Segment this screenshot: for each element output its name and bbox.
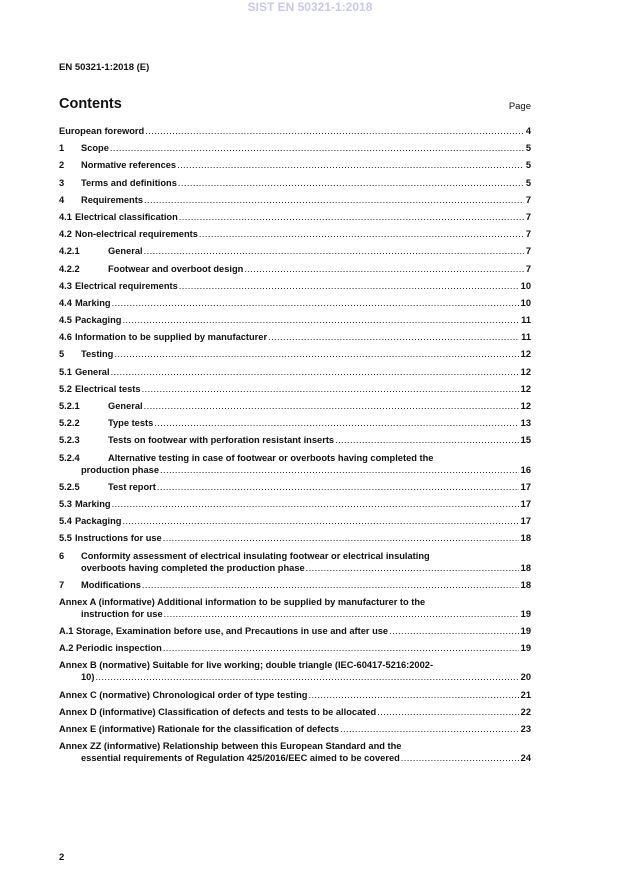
dot-leader [176,159,524,171]
toc-entry-line [59,142,531,154]
toc-entry[interactable] [59,177,531,189]
toc-entry-title: Marking [74,297,111,308]
toc-entry-page: 10 [520,280,531,291]
toc-entry[interactable] [59,159,531,171]
toc-entry[interactable] [59,228,531,240]
toc-entry-line [59,228,531,240]
toc-entry-page: 7 [525,229,531,240]
dot-leader [267,331,519,343]
toc-entry-title: Electrical classification [74,211,178,222]
dot-leader [177,177,524,189]
toc-entry-line [59,515,531,527]
dot-leader [162,642,519,654]
toc-entry-title: Electrical requirements [74,280,178,291]
toc-entry-title: Tests on footwear with perforation resistant inserts [108,435,335,446]
toc-entry-line [59,596,531,608]
dot-leader [388,625,519,637]
toc-entry-page: 24 [520,753,531,764]
toc-entry-page: 18 [520,533,531,544]
toc-entry-page: 5 [525,160,531,171]
toc-entry-number: 2 [59,160,65,171]
toc-entry-page: 12 [520,349,531,360]
toc-entry-line [59,498,531,510]
toc-entry-page: 11 [521,315,531,326]
toc-entry-page: 18 [520,579,531,590]
dot-leader [243,263,523,275]
toc-entry[interactable] [59,142,531,154]
toc-entry-number: 5.2.5 [59,481,80,492]
toc-entry-line [59,464,531,476]
dot-leader [111,297,519,309]
toc-entry-title: Non-electrical requirements [74,229,198,240]
toc-entry-page: 22 [520,706,531,717]
toc-entry-title: Annex D (informative) Classification of defects and tests to be allocated [59,706,377,717]
toc-entry-title: Footwear and overboot design [108,263,244,274]
toc-entry-line [59,177,531,189]
toc-entry[interactable] [59,689,531,701]
toc-entry-line [59,625,531,637]
toc-entry-line [59,383,531,395]
toc-entry-line [59,706,531,718]
dot-leader [121,314,519,326]
toc-entry-number: 5.2.1 [59,401,80,411]
dot-leader [143,400,519,412]
toc-entry-title-continued: production phase [81,464,159,475]
toc-entry-page: 10 [520,297,531,308]
dot-leader [153,417,518,429]
dot-leader [376,706,518,718]
toc-entry[interactable] [59,125,531,137]
toc-entry-line [59,740,531,752]
toc-entry[interactable] [59,314,531,326]
toc-entry-page: 19 [520,626,531,637]
toc-entry-line [59,125,531,137]
dot-leader [121,515,518,527]
toc-entry-page: 12 [520,366,531,377]
toc-entry-number: 4.6 [59,332,72,343]
toc-entry-number: 5.2 [59,383,72,394]
toc-entry[interactable] [59,383,531,395]
toc-entry-title: Scope [81,143,109,154]
toc-entry-number: 4.2 [59,229,72,240]
toc-entry[interactable] [59,297,531,309]
toc-entry-page: 17 [520,498,531,509]
toc-entry-page: 21 [520,689,531,700]
toc-entry[interactable] [59,740,531,764]
toc-entry-line [59,366,531,378]
toc-entry-page: 18 [520,562,531,573]
dot-leader [141,383,519,395]
toc-entry-page: 7 [525,194,531,205]
dot-leader [156,481,519,493]
toc-entry-title: Modifications [81,579,141,590]
toc-entry-line [59,562,531,574]
toc-entry-title: Annex ZZ (informative) Relationship between this European Standard and the [59,741,402,752]
toc-entry-line [59,752,531,764]
dot-leader [162,532,519,544]
toc-entry[interactable] [59,452,531,476]
toc-entry-title-continued: instruction for use [81,608,163,619]
toc-entry-line [59,280,531,292]
toc-entry-title: Test report [108,481,156,492]
toc-entry-title: General [108,246,143,257]
toc-entry[interactable] [59,245,531,257]
toc-entry-page: 7 [525,246,531,257]
toc-entry-line [59,452,531,464]
toc-entry-title: Packaging [74,315,122,326]
dot-leader [113,348,518,360]
page-number: 2 [59,852,65,863]
toc-entry-line [59,608,531,620]
toc-entry-title: Terms and definitions [81,177,177,188]
toc-entry[interactable] [59,706,531,718]
toc-entry-title: Conformity assessment of electrical insulating footwear or electrical insulating [81,550,430,561]
toc-entry-title-continued: overboots having completed the production phase [81,562,305,573]
toc-entry-page: 7 [525,263,531,274]
toc-entry-number: 5.2.2 [59,418,80,429]
toc-entry-title-continued: essential requirements of Regulation 425/2016/EEC aimed to be covered [81,753,400,764]
toc-entry-page: 11 [521,332,531,343]
toc-entry-line [59,550,531,562]
toc-entry-number: 5.2.4 [59,452,80,463]
toc-entry-number: 4.5 [59,315,72,326]
toc-entry-title: A.1 Storage, Examination before use, and Precautions in use and after use [59,626,389,637]
table-of-contents [59,125,531,769]
toc-entry[interactable] [59,263,531,275]
toc-entry-title: General [74,366,110,377]
toc-entry-number: 4.2.2 [59,263,80,274]
toc-entry-title: Normative references [81,160,177,171]
toc-entry-title: Marking [74,498,111,509]
watermark: SIST EN 50321-1:2018 [247,0,373,14]
dot-leader [163,608,519,620]
toc-entry-page: 7 [525,211,531,222]
dot-leader [144,125,524,137]
toc-entry-page: 4 [525,126,531,136]
dot-leader [305,562,519,574]
toc-entry[interactable] [59,642,531,654]
toc-entry-line [59,245,531,257]
toc-entry-line [59,314,531,326]
toc-entry-page: 12 [520,401,531,411]
toc-entry-title: Annex A (informative) Additional information to be supplied by manufacturer to the [59,596,426,607]
toc-entry-title: A.2 Periodic inspection [59,643,162,654]
toc-entry-title: Annex E (informative) Rationale for the classification of defects [59,724,339,734]
toc-entry-number: 5 [59,349,65,360]
toc-entry[interactable] [59,400,531,412]
dot-leader [110,366,519,378]
toc-entry-number: 4.3 [59,280,72,291]
toc-entry-number: 3 [59,177,65,188]
toc-entry-page: 20 [520,672,531,683]
toc-entry-title: European foreword [59,126,145,136]
dot-leader [143,194,524,206]
toc-entry-title: Alternative testing in case of footwear or overboots having completed the [108,452,434,463]
dot-leader [109,142,524,154]
dot-leader [198,228,524,240]
toc-entry[interactable] [59,625,531,637]
toc-entry-line [59,481,531,493]
toc-entry-page: 15 [520,435,531,446]
toc-entry-line [59,579,531,591]
toc-entry-line [59,434,531,446]
toc-entry-number: 4.1 [59,211,72,222]
toc-entry-number: 4.2.1 [59,246,80,257]
dot-leader [339,723,519,735]
toc-entry-title: Annex B (normative) Suitable for live working; double triangle (IEC-60417-5216:2002- [59,660,434,671]
toc-entry[interactable] [59,659,531,683]
toc-entry[interactable] [59,579,531,591]
toc-entry[interactable] [59,366,531,378]
toc-entry-title: Information to be supplied by manufacturer [74,332,268,343]
toc-entry-page: 23 [520,724,531,734]
toc-entry-number: 5.3 [59,498,72,509]
toc-entry-number: 5.5 [59,533,72,544]
toc-entry-line [59,263,531,275]
toc-entry-line [59,671,531,683]
toc-entry-title: General [108,401,143,411]
toc-entry-line [59,159,531,171]
toc-entry-number: 1 [59,143,65,154]
dot-leader [143,245,524,257]
toc-entry-page: 5 [525,177,531,188]
toc-entry[interactable] [59,481,531,493]
toc-entry[interactable] [59,550,531,574]
dot-leader [178,280,519,292]
contents-heading: Contents [59,96,122,112]
document-id: EN 50321-1:2018 (E) [59,62,150,73]
toc-entry[interactable] [59,434,531,446]
toc-entry[interactable] [59,280,531,292]
toc-entry-line [59,689,531,701]
toc-entry-title: Testing [81,349,114,360]
toc-entry[interactable] [59,348,531,360]
toc-entry-page: 16 [520,464,531,475]
toc-entry[interactable] [59,194,531,206]
toc-entry-title: Instructions for use [74,533,162,544]
toc-entry[interactable] [59,515,531,527]
toc-entry[interactable] [59,211,531,223]
toc-entry-number: 4 [59,194,65,205]
toc-entry-title: Type tests [108,418,154,429]
page-column-label: Page [508,101,531,112]
toc-entry-line [59,642,531,654]
dot-leader [334,434,519,446]
dot-leader [141,579,519,591]
toc-entry-number: 4.4 [59,297,72,308]
toc-entry-line [59,211,531,223]
toc-entry-line [59,417,531,429]
toc-entry[interactable] [59,417,531,429]
toc-entry[interactable] [59,331,531,343]
dot-leader [159,464,519,476]
toc-entry-line [59,400,531,412]
toc-entry-page: 13 [520,418,531,429]
toc-entry-line [59,297,531,309]
dot-leader [400,752,519,764]
toc-entry-line [59,194,531,206]
toc-entry-line [59,331,531,343]
toc-entry-line [59,532,531,544]
toc-entry[interactable] [59,596,531,620]
toc-entry-title: Packaging [74,516,122,527]
toc-entry[interactable] [59,498,531,510]
toc-entry-number: 5.4 [59,516,72,527]
toc-entry-line [59,348,531,360]
toc-entry-line [59,723,531,735]
toc-entry-page: 12 [520,383,531,394]
toc-entry[interactable] [59,532,531,544]
toc-entry-page: 17 [520,481,531,492]
dot-leader [111,498,519,510]
dot-leader [178,211,524,223]
toc-entry-number: 5.2.3 [59,435,80,446]
toc-entry-title-continued: 10) [81,672,95,683]
toc-entry-page: 5 [525,143,531,154]
toc-entry-line [59,659,531,671]
toc-entry-number: 5.1 [59,366,72,377]
toc-entry-page: 17 [520,516,531,527]
toc-entry-number: 7 [59,579,65,590]
toc-entry-page: 19 [520,608,531,619]
dot-leader [307,689,518,701]
toc-entry-number: 6 [59,550,65,561]
toc-entry-title: Requirements [81,194,143,205]
dot-leader [94,671,518,683]
toc-entry-title: Electrical tests [74,383,141,394]
toc-entry[interactable] [59,723,531,735]
toc-entry-title: Annex C (normative) Chronological order of type testing [59,689,308,700]
toc-entry-page: 19 [520,643,531,654]
